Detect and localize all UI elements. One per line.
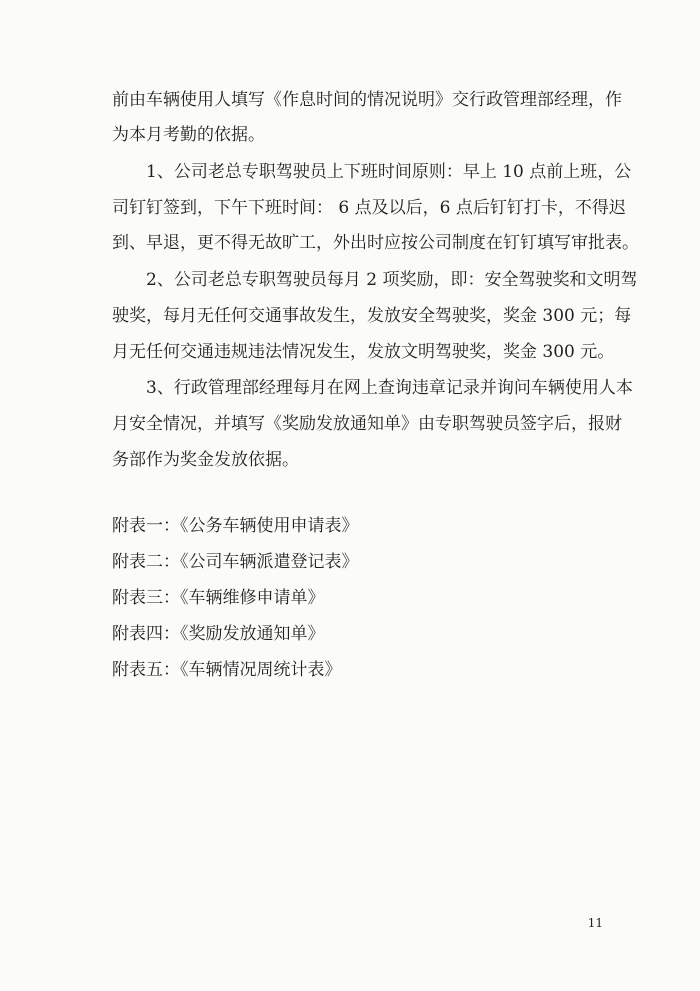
paragraph-line: 到、早退，更不得无故旷工，外出时应按公司制度在钉钉填写审批表。 bbox=[112, 233, 639, 253]
paragraph-line: 月无任何交通违规违法情况发生，发放文明驾驶奖，奖金 300 元。 bbox=[112, 342, 615, 362]
page-number: 11 bbox=[587, 916, 603, 930]
appendix-item: 附表三：《车辆维修申请单》 bbox=[112, 588, 325, 608]
paragraph-line: 司钉钉签到，下午下班时间： 6 点及以后，6 点后钉钉打卡，不得迟 bbox=[112, 198, 626, 218]
paragraph-line: 2、公司老总专职驾驶员每月 2 项奖励，即：安全驾驶奖和文明驾 bbox=[146, 270, 638, 290]
paragraph-line: 1、公司老总专职驾驶员上下班时间原则：早上 10 点前上班，公 bbox=[146, 162, 632, 182]
appendix-item: 附表一：《公务车辆使用申请表》 bbox=[112, 516, 359, 536]
paragraph-line: 月安全情况，并填写《奖励发放通知单》由专职驾驶员签字后，报财 bbox=[112, 414, 622, 434]
appendix-item: 附表二：《公司车辆派遣登记表》 bbox=[112, 552, 359, 572]
appendix-item: 附表四：《奖励发放通知单》 bbox=[112, 624, 325, 644]
paragraph-line: 前由车辆使用人填写《作息时间的情况说明》交行政管理部经理，作 bbox=[112, 90, 622, 110]
paragraph-line: 务部作为奖金发放依据。 bbox=[112, 450, 299, 470]
appendix-item: 附表五：《车辆情况周统计表》 bbox=[112, 660, 342, 680]
paragraph-line: 为本月考勤的依据。 bbox=[112, 125, 265, 145]
paragraph-line: 3、行政管理部经理每月在网上查询违章记录并询问车辆使用人本 bbox=[146, 378, 633, 398]
paragraph-line: 驶奖，每月无任何交通事故发生，发放安全驾驶奖，奖金 300 元；每 bbox=[112, 306, 632, 326]
